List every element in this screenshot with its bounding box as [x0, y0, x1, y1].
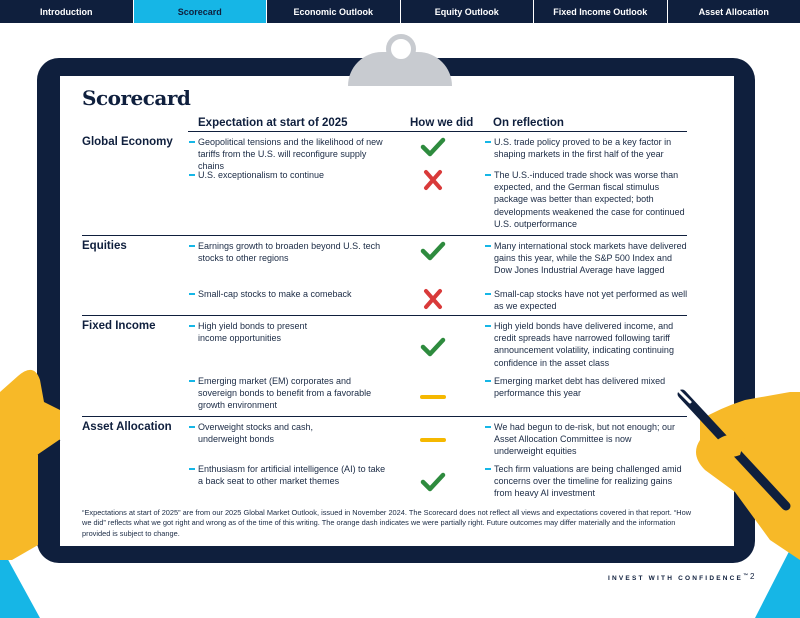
reflection-text: U.S. trade policy proved to be a key factor in shaping markets in the first half of the year	[485, 136, 690, 160]
reflection-text: We had begun to de-risk, but not enough; our Asset Allocation Committee is now underweight equities	[485, 421, 675, 458]
tagline-text: INVEST WITH CONFIDENCE	[608, 575, 744, 583]
expectation-text: Overweight stocks and cash, underweight bonds	[189, 421, 329, 445]
dash-mark-icon	[420, 429, 446, 451]
check-mark-icon	[420, 136, 446, 158]
reflection-text: Small-cap stocks have not yet performed as well as we expected	[485, 288, 690, 312]
section-label: Fixed Income	[82, 320, 156, 332]
reflection-text: Many international stock markets have delivered gains this year, while the S&P 500 Index and Dow Jones Industrial Average have lagged	[485, 240, 690, 277]
expectation-text: High yield bonds to present income opportunities	[189, 320, 319, 344]
reflection-text: Tech firm valuations are being challenged amid concerns over the timeline for realizing gains from heavy AI investment	[485, 463, 690, 500]
clipboard-clip-ring	[386, 34, 416, 64]
expectation-text: Enthusiasm for artificial intelligence (AI) to take a back seat to other market themes	[189, 463, 389, 487]
top-navigation	[0, 0, 800, 23]
page-number: 2	[750, 572, 755, 581]
expectation-text: U.S. exceptionalism to continue	[189, 169, 389, 181]
section-label: Equities	[82, 240, 127, 252]
header-how-we-did: How we did	[410, 117, 474, 129]
expectation-text: Earnings growth to broaden beyond U.S. tech stocks to other regions	[189, 240, 389, 264]
section-divider	[82, 315, 687, 316]
footnote: “Expectations at start of 2025” are from our 2025 Global Market Outlook, issued in November 2024. The Scorecard does not reflect all views and expectations covered in that report. “How we did” reflects what we got right and wrong as of the time of this writing. The orange dash indicates we were partially right. Future outcomes may differ materially and the information provided is subject to change.	[82, 508, 692, 538]
section-label: Global Economy	[82, 136, 173, 148]
check-mark-icon	[420, 336, 446, 358]
tab-equity-outlook[interactable]: Equity Outlook	[401, 0, 535, 23]
tab-fixed-income-outlook[interactable]: Fixed Income Outlook	[534, 0, 668, 23]
tab-economic-outlook[interactable]: Economic Outlook	[267, 0, 401, 23]
brand-tagline	[608, 573, 748, 582]
section-divider	[82, 416, 687, 417]
reflection-text: High yield bonds have delivered income, and credit spreads have narrowed following tariff announcement volatility, indicating continuing confidence in the asset class	[485, 320, 690, 369]
page-title: Scorecard	[82, 86, 191, 110]
dash-mark-icon	[420, 386, 446, 408]
section-label: Asset Allocation	[82, 421, 172, 433]
header-on-reflection: On reflection	[493, 117, 564, 129]
tab-scorecard[interactable]: Scorecard	[134, 0, 268, 23]
expectation-text: Emerging market (EM) corporates and sovereign bonds to benefit from a favorable growth environment	[189, 375, 389, 412]
cross-mark-icon	[420, 169, 446, 191]
expectation-text: Small-cap stocks to make a comeback	[189, 288, 389, 300]
tab-asset-allocation[interactable]: Asset Allocation	[698, 7, 769, 17]
tab-introduction[interactable]: Introduction	[0, 0, 134, 23]
cross-mark-icon	[420, 288, 446, 310]
header-divider	[188, 131, 687, 132]
decorative-triangle-left	[0, 545, 40, 618]
reflection-text: Emerging market debt has delivered mixed performance this year	[485, 375, 690, 399]
section-divider	[82, 235, 687, 236]
reflection-text: The U.S.-induced trade shock was worse than expected, and the German fiscal stimulus package was better than expected; both developments weakened the case for continued U.S. outperformance	[485, 169, 690, 230]
expectation-text: Geopolitical tensions and the likelihood of new tariffs from the U.S. will reconfigure supply chains	[189, 136, 389, 173]
check-mark-icon	[420, 240, 446, 262]
decorative-triangle-right	[755, 530, 800, 618]
trademark-symbol: ™	[743, 573, 749, 579]
header-expectation: Expectation at start of 2025	[198, 117, 348, 129]
check-mark-icon	[420, 471, 446, 493]
